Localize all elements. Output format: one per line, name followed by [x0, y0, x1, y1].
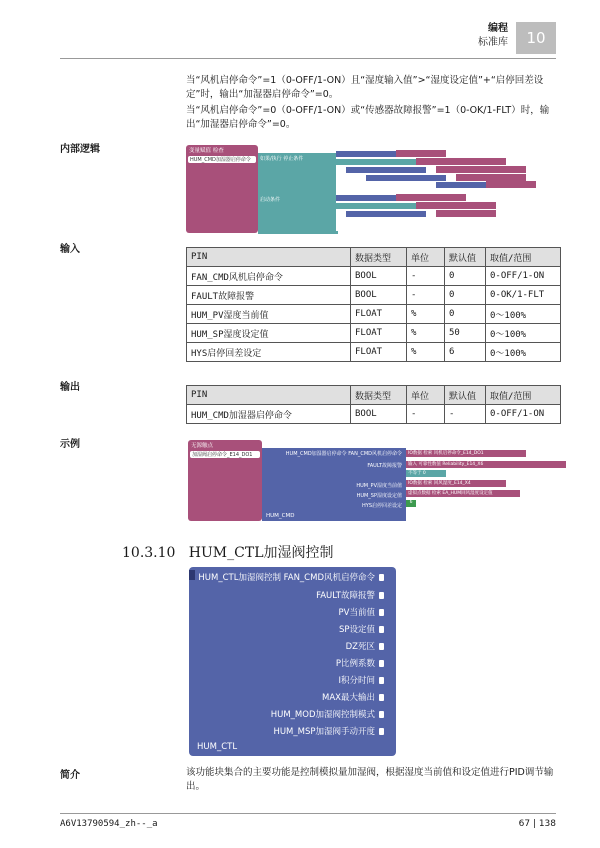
header-divider	[60, 58, 556, 59]
header-unit: 单位	[407, 386, 445, 405]
pin-pv: PV当前值	[339, 606, 384, 618]
cell: 0	[445, 267, 486, 286]
cell: 0～100%	[486, 305, 561, 324]
example-pin-hys: HYS启停回差设定	[362, 503, 402, 509]
header-default: 默认值	[445, 248, 486, 267]
example-pv-row: IO数据 检索 回风湿度_E14_X4	[406, 480, 506, 487]
cell: %	[407, 343, 445, 362]
header-pin: PIN	[187, 386, 351, 405]
cell: FAULT故障报警	[187, 286, 351, 305]
inputs-table	[186, 247, 561, 362]
example-variable-block	[188, 440, 262, 521]
example-pin-sp: HUM_SP湿度设定值	[356, 493, 402, 499]
cell: FAN_CMD风机启停命令	[187, 267, 351, 286]
cell: 50	[445, 324, 486, 343]
cell: -	[445, 405, 486, 424]
example-block-title: 无源触点	[191, 443, 214, 449]
logic-row-bar	[396, 194, 466, 201]
chapter-number-box: 10	[516, 22, 556, 54]
hum-ctl-function-block	[189, 567, 396, 756]
intro-paragraph-1: 当“风机启停命令”=1（0-OFF/1-ON）且“湿度输入值”>“湿度设定值”+“启停回差设定”时，输出“加湿器启停命令”=0。	[186, 75, 544, 100]
cell: -	[407, 405, 445, 424]
cell: HUM_SP湿度设定值	[187, 324, 351, 343]
section-heading	[122, 542, 334, 562]
pin-sp: SP设定值	[339, 623, 384, 635]
example-block-name: HUM_CMD	[266, 513, 295, 519]
cell: -	[407, 286, 445, 305]
cell: %	[407, 324, 445, 343]
header-default: 默认值	[445, 386, 486, 405]
pin-header: HUM_CTL加湿阀控制 FAN_CMD风机启停命令	[198, 571, 384, 583]
header-range: 取值/范围	[486, 386, 561, 405]
example-pin-fault: FAULT故障报警	[367, 463, 402, 469]
cell: 0-OK/1-FLT	[486, 286, 561, 305]
pin-dz: DZ死区	[346, 640, 384, 652]
cell: 0-OFF/1-ON	[486, 267, 561, 286]
header-type: 数据类型	[351, 386, 407, 405]
logic-row-bar	[436, 210, 496, 217]
example-hys-value: 6	[406, 500, 416, 507]
chapter-title: 编程	[488, 23, 508, 34]
cell: 0-OFF/1-ON	[486, 405, 561, 424]
table-row	[187, 267, 561, 286]
cell: 0～100%	[486, 343, 561, 362]
table-header-row	[187, 386, 561, 405]
chapter-subtitle: 标准库	[478, 37, 508, 48]
chapter-header	[478, 22, 508, 50]
table-row	[187, 286, 561, 305]
logic-footer-bar	[258, 231, 338, 234]
example-sp-row: 虚拟点数据 检索 EA_HUM回风湿度设定值	[406, 490, 520, 497]
cell: FLOAT	[351, 343, 407, 362]
logic-row-bar	[366, 175, 446, 181]
cell: 0～100%	[486, 324, 561, 343]
outputs-table	[186, 385, 561, 424]
example-function-block	[262, 448, 406, 521]
logic-row-bar	[456, 174, 526, 181]
cell: 0	[445, 305, 486, 324]
cell: HUM_CMD加湿器启停命令	[187, 405, 351, 424]
pin-hum-msp: HUM_MSP加湿阀手动开度	[273, 725, 384, 737]
logic-row-bar	[336, 159, 426, 165]
label-inputs: 输入	[60, 244, 80, 255]
cell: BOOL	[351, 267, 407, 286]
cell: BOOL	[351, 286, 407, 305]
label-outputs: 输出	[60, 382, 80, 393]
total-pages: 138	[538, 819, 556, 829]
logic-row-bar	[396, 150, 446, 157]
intro-paragraph-2: 当“风机启停命令”=0（0-OFF/1-ON）或“传感器故障报警”=1（0-OK/1-FLT）时，输出“加湿器启停命令”=0。	[186, 105, 550, 130]
table-row	[187, 405, 561, 424]
example-variable-chip: 加湿阀启停命令_E14_DO1	[190, 451, 260, 458]
cell: FLOAT	[351, 305, 407, 324]
logic-variable-block	[186, 145, 258, 233]
logic-row-bar	[416, 202, 496, 209]
logic-diagram	[186, 145, 566, 235]
example-pin-pv: HUM_PV湿度当前值	[356, 483, 402, 489]
table-header-row	[187, 248, 561, 267]
section-number: 10.3.10	[122, 545, 176, 561]
header-pin: PIN	[187, 248, 351, 267]
logic-row-bar	[416, 158, 506, 165]
cell: BOOL	[351, 405, 407, 424]
cell: 0	[445, 286, 486, 305]
logic-row-bar	[486, 181, 536, 188]
document-id: A6V13790594_zh--_a	[60, 819, 158, 829]
logic-row-bar	[346, 211, 426, 217]
cell: HUM_PV湿度当前值	[187, 305, 351, 324]
page-number: 67 | 138	[518, 819, 556, 829]
cell: HYS启停回差设定	[187, 343, 351, 362]
table-row	[187, 343, 561, 362]
header-type: 数据类型	[351, 248, 407, 267]
pin-p: P比例系数	[336, 657, 384, 669]
header-range: 取值/范围	[486, 248, 561, 267]
logic-block-title: 变量赋值 检查	[189, 148, 224, 154]
example-compare-row: 不等于 0	[406, 470, 446, 477]
label-intro: 简介	[60, 770, 80, 781]
logic-variable-chip: HUM_CMD加湿器启停命令	[188, 156, 256, 163]
header-unit: 单位	[407, 248, 445, 267]
pin-hum-mod: HUM_MOD加湿阀控制模式	[271, 708, 384, 720]
label-example: 示例	[60, 439, 80, 450]
table-row	[187, 324, 561, 343]
logic-if-block	[258, 153, 336, 233]
cell: 6	[445, 343, 486, 362]
pin-fault: FAULT故障报警	[316, 589, 384, 601]
logic-branch-1: 如果/执行 停止条件	[260, 156, 304, 162]
logic-branch-2: 启动条件	[260, 197, 281, 203]
example-io-row: IO数据 检索 风机启停命令_E14_DO1	[406, 450, 526, 457]
example-main-pin: HUM_CMD加湿器启停命令 FAN_CMD风机启停命令	[285, 451, 402, 457]
table-row	[187, 305, 561, 324]
footer-divider	[60, 813, 556, 814]
cell: -	[407, 267, 445, 286]
intro-description: 该功能块集合的主要功能是控制模拟量加湿阀，根据湿度当前值和设定值进行PID调节输出。	[186, 767, 554, 792]
current-page: 67	[518, 819, 531, 829]
example-diagram	[188, 440, 566, 522]
logic-row-bar	[336, 203, 426, 209]
cell: FLOAT	[351, 324, 407, 343]
example-reliability-row: 输入 可靠性数值 Reliability_E14_X6	[406, 461, 566, 468]
cell: %	[407, 305, 445, 324]
section-title: HUM_CTL加湿阀控制	[188, 545, 334, 561]
logic-row-bar	[346, 167, 426, 173]
label-internal-logic: 内部逻辑	[60, 144, 100, 155]
pin-i: I积分时间	[338, 674, 384, 686]
pin-max: MAX最大输出	[322, 691, 384, 703]
block-notch	[189, 570, 195, 580]
logic-row-bar	[436, 166, 526, 173]
function-block-name: HUM_CTL	[197, 742, 238, 752]
